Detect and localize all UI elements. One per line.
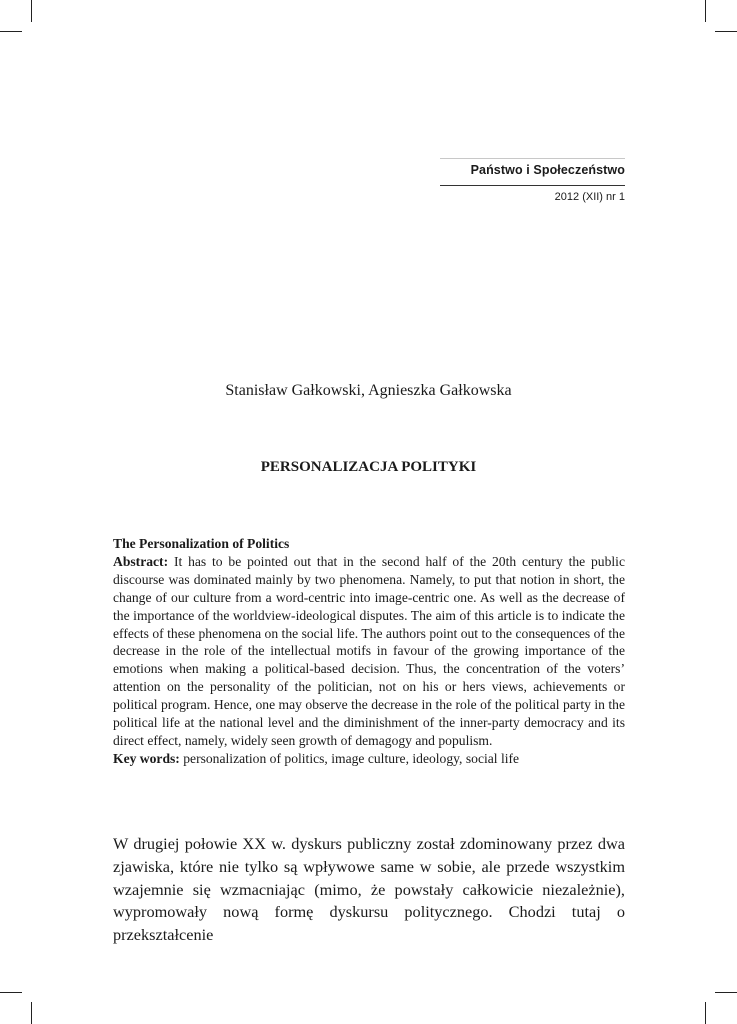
keywords-text: personalization of politics, image culture, ideology, social life [183,750,520,766]
journal-name: Państwo i Społeczeństwo [470,163,625,177]
crop-mark-bottom-left-horizontal [0,992,22,993]
english-title: The Personalization of Politics [113,536,290,551]
abstract-paragraph [113,553,625,750]
crop-mark-bottom-right-horizontal [715,992,737,993]
abstract-text: It has to be pointed out that in the second half of the 20th century the public discourse was dominated mainly by two phenomena. Namely, to put that notion in short, the change of our culture from a word-centric into image-centric one. As well as the decrease of the importance of the worldview-ideological disputes. The aim of this article is to indicate the effects of these phenomena on the social life. The authors point out to the consequences of the decrease in the role of the intellectual motifs in favour of the growing importance of the emotions when making a political-based decision. Thus, the concentration of the voters’ attention on the personality of the politician, not on his or hers views, achievements or political program. Hence, one may observe the decrease in the role of the political party in the political life at the national level and the diminishment of the inner-party democracy and its direct effect, namely, widely seen growth of demagogy and populism. [113,553,625,748]
journal-issue: 2012 (XII) nr 1 [554,191,625,203]
crop-mark-bottom-right-vertical [705,1002,706,1024]
crop-mark-top-right-horizontal [715,31,737,32]
article-authors: Stanisław Gałkowski, Agnieszka Gałkowska [225,382,512,399]
keywords-label: Key words: [113,750,180,766]
journal-rule-bottom [440,185,625,186]
body-paragraph: W drugiej połowie XX w. dyskurs publiczny został zdominowany przez dwa zjawiska, które nie tylko są wpływowe same w sobie, ale przede wszystkim wzajemnie się wzmacniając (mimo, że powstały całkowicie niezależnie), wypromowały nową formę dyskursu politycznego. Chodzi tutaj o przekształcenie [113,834,625,945]
journal-rule-top [440,158,625,159]
abstract-section [113,535,625,768]
crop-mark-top-right-vertical [705,0,706,22]
crop-mark-top-left-horizontal [0,31,22,32]
body-section [113,833,625,947]
crop-mark-bottom-left-vertical [31,1002,32,1024]
abstract-label: Abstract: [113,553,169,569]
article-title: PERSONALIZACJA POLITYKI [260,459,477,475]
keywords-paragraph [113,750,625,768]
crop-mark-top-left-vertical [31,0,32,22]
